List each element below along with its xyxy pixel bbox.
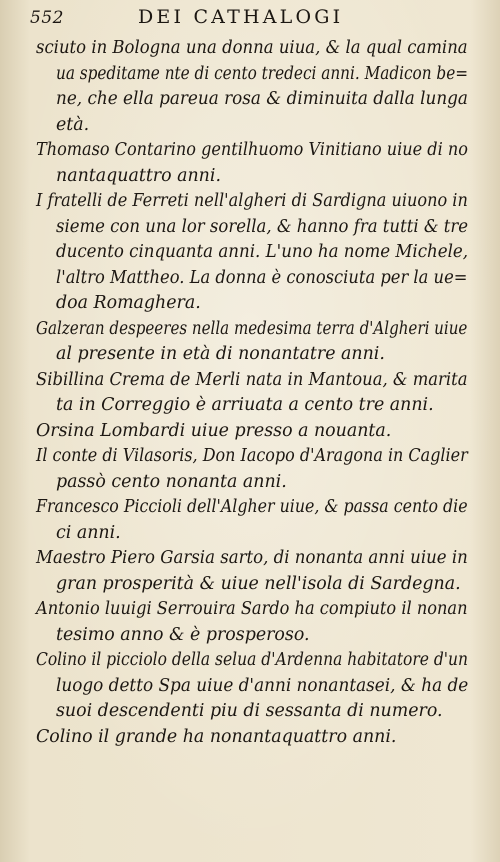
entry-paragraph <box>36 36 468 138</box>
entry-paragraph <box>36 189 468 317</box>
text-line: sieme con una lor sorella, & hanno fra tutti & tre <box>56 216 469 237</box>
text-line: ducento cinquanta anni. L'uno ha nome Michele, <box>56 242 469 262</box>
text-line: Il conte di Vilasoris, Don Iacopo d'Aragona in Caglier <box>36 446 468 466</box>
entry-paragraph <box>36 317 468 368</box>
text-line: nantaquattro anni. <box>56 165 221 186</box>
page-header <box>30 4 470 34</box>
text-line: Orsina Lombardi uiue presso a nouanta. <box>36 420 392 441</box>
page-number: 552 <box>30 8 64 28</box>
entry-paragraph <box>36 648 468 725</box>
entry-paragraph <box>36 138 468 189</box>
running-head: DEI CATHALOGI <box>138 6 344 28</box>
entry-paragraph <box>36 546 468 597</box>
text-line: sciuto in Bologna una donna uiua, & la qual camina <box>36 38 468 58</box>
text-line: ta in Correggio è arriuata a cento tre anni. <box>56 395 434 415</box>
entry-paragraph <box>36 597 468 648</box>
text-line: Antonio luuigi Serrouira Sardo ha compiuto il nonan <box>36 599 468 619</box>
text-line: l'altro Mattheo. La donna è conosciuta per la ue= <box>56 267 468 288</box>
text-line: I fratelli de Ferreti nell'algheri di Sardigna uiuono in <box>36 191 468 211</box>
body-text <box>36 36 468 750</box>
entry-paragraph <box>36 444 468 495</box>
text-line: Galzeran despeeres nella medesima terra d'Algheri uiue <box>36 318 468 339</box>
text-line: età. <box>56 114 90 135</box>
entry-paragraph <box>36 495 468 546</box>
show-through-ink <box>18 770 478 840</box>
text-line: passò cento nonanta anni. <box>56 471 287 492</box>
text-line: ci anni. <box>56 522 121 543</box>
text-line: luogo detto Spa uiue d'anni nonantasei, & ha de <box>56 675 469 696</box>
text-line: Sibillina Crema de Merli nata in Mantoua, & marita <box>36 369 468 390</box>
entry-paragraph <box>36 368 468 419</box>
text-line: suoi descendenti piu di sessanta di numero. <box>56 701 443 721</box>
text-line: al presente in età di nonantatre anni. <box>56 344 385 364</box>
text-line: Colino il grande ha nonantaquattro anni. <box>36 726 397 747</box>
text-line: Colino il picciolo della selua d'Ardenna habitatore d'un <box>36 650 469 670</box>
text-line: Maestro Piero Garsia sarto, di nonanta anni uiue in <box>36 548 468 568</box>
entry-paragraph <box>36 725 468 751</box>
text-line: tesimo anno & è prosperoso. <box>56 624 310 645</box>
text-line: Francesco Piccioli dell'Algher uiue, & passa cento die <box>36 497 468 517</box>
text-line: gran prosperità & uiue nell'isola di Sardegna. <box>56 573 461 594</box>
text-line: doa Romaghera. <box>56 293 201 313</box>
entry-paragraph <box>36 419 468 445</box>
text-line: ne, che ella pareua rosa & diminuita dalla lunga <box>56 89 468 109</box>
text-line: ua speditame nte di cento tredeci anni. Madicon be= <box>56 63 469 84</box>
text-line: Thomaso Contarino gentilhuomo Vinitiano uiue di no <box>36 140 468 160</box>
